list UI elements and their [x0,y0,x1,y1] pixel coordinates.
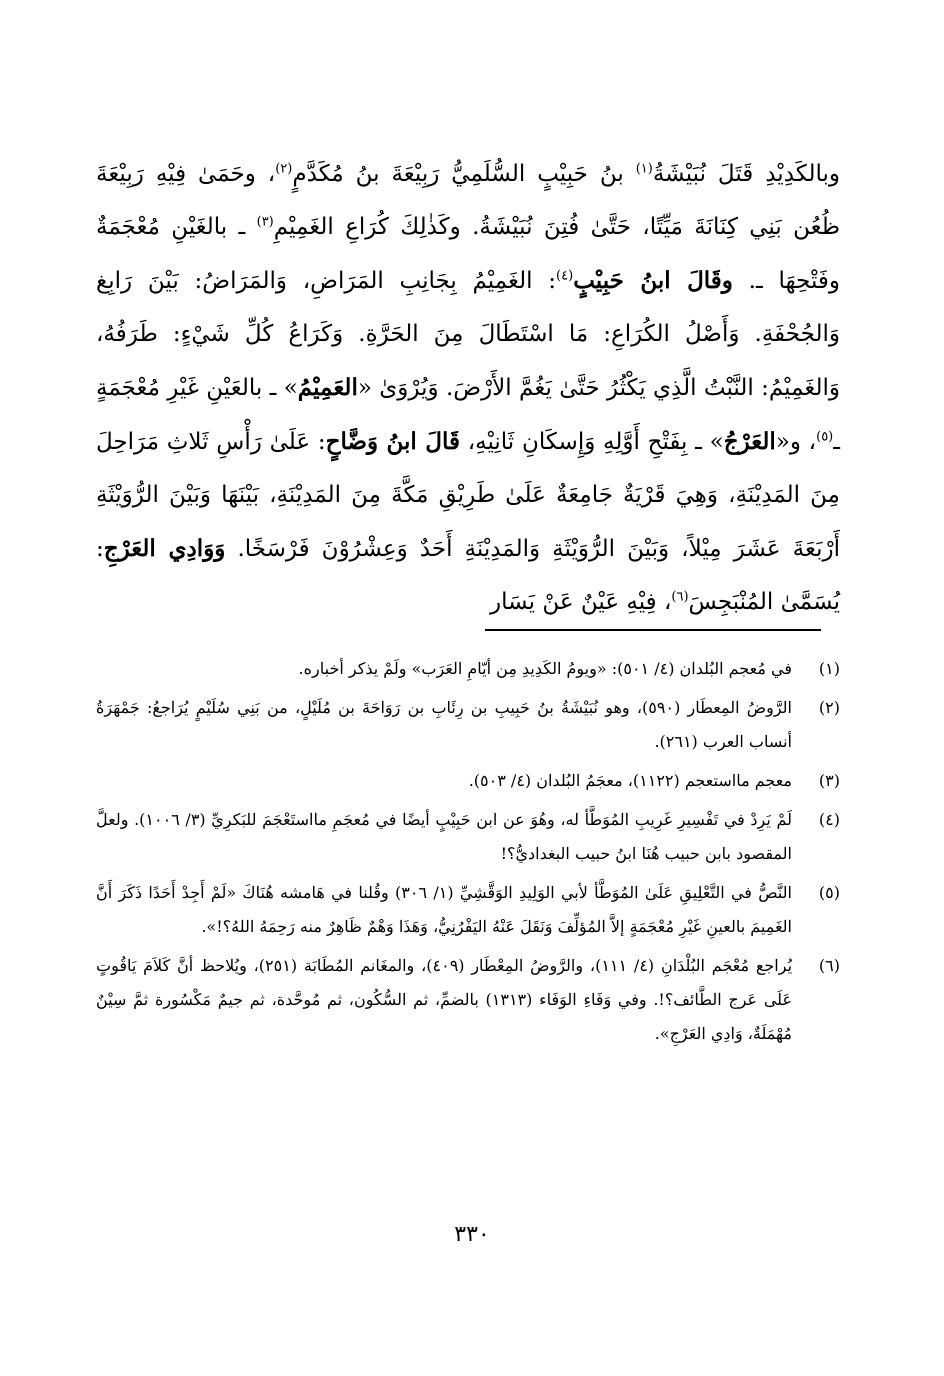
bold-phrase: العَمِيْمُ [297,374,358,401]
text-segment: ، و« [775,429,817,455]
footnote-text: الرَّوضُ المِعطَار (٥٩٠)، وهو نُبَيْشَةُ بنُ حَبِيبِ بن رِئَابِ بن رَوَاحَةَ بن مُلَيْلٍ، من بَنِي سُلَيْمٍ يُرَاجعُ: جَمْهَرَةُ أنساب العرب (٢٦١). [96,698,792,751]
bold-phrase: وَوَادِي العَرْجِ [103,535,226,562]
text-segment: » ـ بِفَتْحِ أَوَّلِهِ وَإِسكَانِ ثَانِيْهِ، [459,429,724,455]
bold-phrase: العَرْجُ [723,428,776,455]
footnote-number: (٥) [818,883,840,902]
footnote-item [96,949,840,1051]
footnote-ref-2[interactable]: (٢) [275,161,293,177]
footnote-number: (٦) [818,956,840,975]
footnote-number: (٢) [818,698,840,717]
main-text-block [96,148,840,629]
footnote-item [96,652,840,686]
footnotes-section [96,652,840,1056]
footnote-text: النَّصُّ في التَّعْلِيقِ عَلَىٰ المُوَطَّأ لأبي الوَلِيدِ الوَقَّشِيِّ (١/ ٣٠٦) وقُلنا في هَامشه هُنَاكَ «لَمْ أَجِدْ أَحَدًا ذَكَرَ أَنَّ الغَمِيمَ بالعينِ غَيْرِ مُعْجَمَةٍ إلاَّ المُؤلِّفَ وَنَقَلَ عَنْهُ اليَفْرُنِيُّ، وَهَذَا وَهْمٌ ظَاهِرٌ منه رَحِمَهُ اللهُ؟!». [96,883,792,936]
footnote-text: لَمْ يَرِدْ في تَفْسِيرِ غَرِيبِ المُوَطَّأ له، وهُوَ عن ابن حَبِيْبٍ أيضًا في مُعجَمِ مااستَعْجَمَ للبَكرِيِّ (٣/ ١٠٠٦). ولعلَّ المقصود بابن حبيب هُنَا ابنُ حبيب البغداديُّ؟! [96,810,792,863]
text-segment: ـ بالغَيْنِ مُعْجَمَةٌ وفَتْحِهَا ـ. [96,214,840,294]
footnote-ref-6[interactable]: (٦) [671,589,689,605]
text-segment: » ـ بالعَيْنِ غَيْرِ مُعْجَمَةٍ ـ [96,375,840,455]
footnote-number: (٣) [818,771,840,790]
footnote-ref-1[interactable]: (١) [635,161,653,177]
footnote-ref-3[interactable]: (٣) [256,214,274,230]
text-segment: بنُ حَبِيْبٍ السُّلَمِيُّ رَبِيْعَةَ بنُ مُكَدَّمٍ [292,161,636,187]
bold-phrase: وقَالَ ابنُ حَبِيْبٍ [573,267,733,294]
footnote-text: معجم مااستعجم (١١٢٢)، معجَمُ البُلدان (٤/ ٥٠٣). [468,771,792,790]
footnote-text: في مُعجم البُلدان (٤/ ٥٠١): «ويومُ الكَدِيدِ مِن أيّامِ العَرَب» ولَمْ يذكر أخباره. [298,659,792,678]
footnote-separator [485,629,821,631]
footnote-text: يُراجع مُعْجَم البُلْدَانِ (٤/ ١١١)، والرَّوضُ المِعْطَار (٤٠٩)، والمغَانم المُطَابَة (٢٥١)، ويُلاحظ أنَّ كَلاَمَ يَاقُوتٍ عَلَى عَرج الطَّائف؟!. وفي وَفَاءِ الوَفَاء (١٣١٣) بالضمِّ، ثم السُّكُون، ثم مُوحَّدة، ثم جيمٌ مَكْسُورة ثمَّ سِيْنٌ مُهْمَلَةٌ، وَادِي العَرْجِ». [96,956,793,1043]
footnote-item [96,876,840,944]
text-segment: : عَلَىٰ رَأْسِ ثَلاثِ مَرَاحِلَ مِنَ المَدِيْنَةِ، وَهِيَ قَرْيَةٌ جَامِعَةٌ عَلَىٰ طَرِيْقِ مَكَّةَ مِنَ المَدِيْنَةِ، بَيْنَهَا وَبَيْنَ الرُّوَيْثَةِ أَرْبَعَةَ عَشَرَ مِيْلاً، وَبَيْنَ الرُّوَيْثَةِ وَالمَدِيْنَةِ أَحَدٌ وَعِشْرُوْنَ فَرْسَخًا. [96,429,840,562]
footnote-item [96,691,840,759]
text-segment: : الغَمِيْمُ بِجَانِبِ المَرَاضِ، وَالمَرَاضُ: بَيْنَ رَابِغ وَالجُحْفَةِ. وَأَصْلُ الكُرَاعِ: مَا اسْتَطَالَ مِنَ الحَرَّةِ. وَكَرَاعُ كُلِّ شَيْءٍ: طَرَفُهُ، وَالغَمِيْمُ: النَّبْتُ الَّذِي يَكْثُرُ حَتَّىٰ يَغُمَّ الأَرْضَ. وَيُرْوَىٰ « [96,268,840,401]
footnote-number: (٤) [818,810,840,829]
footnote-ref-5[interactable]: (٥) [816,429,834,445]
footnote-item [96,803,840,871]
text-segment: ، فِيْهِ عَيْنٌ عَنْ يَسَار [490,589,672,615]
footnote-ref-4[interactable]: (٤) [556,268,574,284]
footnote-number: (١) [818,659,840,678]
text-segment: : يُسَمَّىٰ المُنْبَجِسَ [96,536,840,615]
page-number: ٣٣٠ [454,1222,490,1247]
footnote-item [96,764,840,798]
text-segment: وبالكَدِيْدِ قَتَلَ نُبَيْشَةُ [652,161,840,187]
bold-phrase: قَالَ ابنُ وَضَّاحٍ [325,428,460,455]
text-segment: ، وحَمَىٰ فِيْهِ رَبِيْعَةَ ظُعُن بَنِي كِنَانَةَ مَيِّتًا، حَتَّىٰ فُتِنَ نُبَيْشَةُ. وكَذٰلِكَ كُرَاعِ الغَمِيْمِ [96,161,840,240]
